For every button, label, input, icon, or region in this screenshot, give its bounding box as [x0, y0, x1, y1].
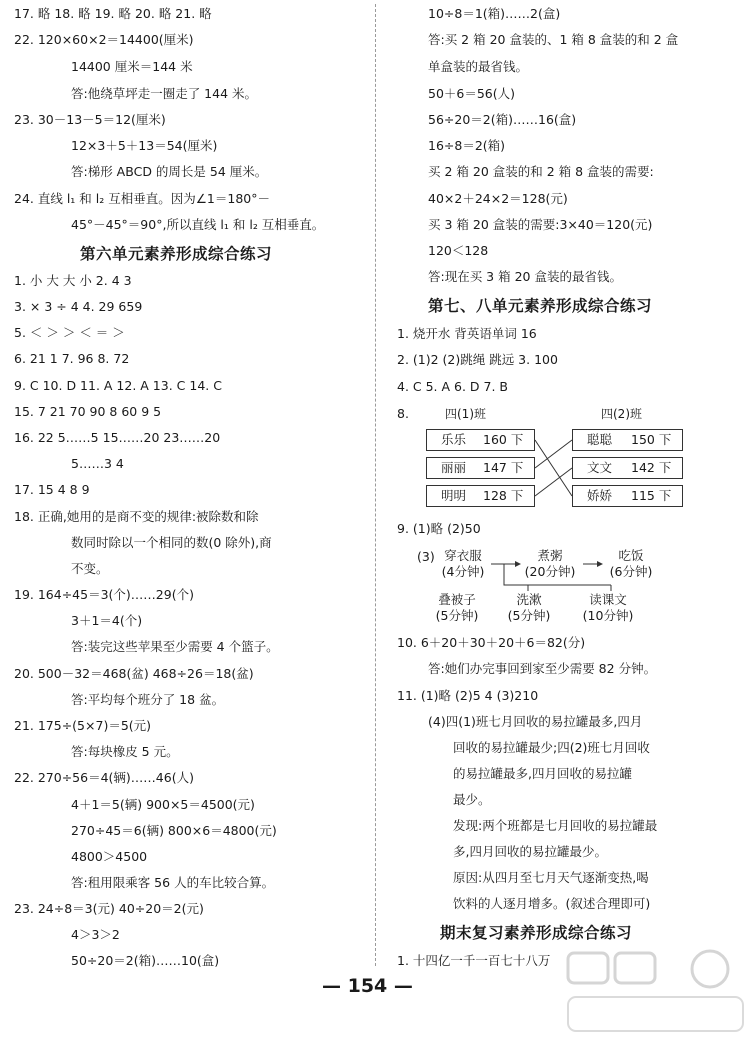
final-review-heading: 期末复习素养形成综合练习: [440, 924, 633, 942]
unit78-answer-2-3: 2. (1)2 (2)跳绳 跳远 3. 100: [397, 352, 558, 367]
site-watermark-icon: [560, 945, 750, 1040]
unit6-answer-22-line5: 答:租用限乘客 56 人的车比较合算。: [71, 875, 275, 890]
column-divider: [375, 4, 376, 966]
unit6-answer-23-line1: 23. 24÷8＝3(元) 40÷20＝2(元): [14, 901, 204, 916]
unit6-answer-16-line1: 16. 22 5……5 15……20 23……20: [14, 430, 221, 445]
flow-time: (5分钟): [435, 608, 479, 623]
flow-task: 煮粥: [537, 548, 563, 563]
flow-time: (6分钟): [609, 564, 653, 579]
cont-line8: 40×2＋24×2＝128(元): [428, 191, 568, 206]
flow-time: (5分钟): [507, 608, 551, 623]
class2-name: 聪聪: [587, 432, 613, 447]
unit78-answer-9: 9. (1)略 (2)50: [397, 521, 481, 536]
unit78-answer-11-line1: 11. (1)略 (2)5 4 (3)210: [397, 688, 539, 703]
unit78-answer-11-line7: 多,四月回收的易拉罐最少。: [453, 844, 607, 859]
page-number: — 154 —: [322, 975, 413, 997]
unit78-answer-10-line1: 10. 6＋20＋30＋20＋6＝82(分): [397, 635, 586, 650]
unit6-answer-17: 17. 15 4 8 9: [14, 482, 90, 497]
unit6-answer-16-line2: 5……3 4: [71, 456, 124, 471]
final-answer-1: 1. 十四亿一千一百七十八万: [397, 953, 551, 968]
cont-line2: 答:买 2 箱 20 盒装的、1 箱 8 盒装的和 2 盒: [428, 32, 679, 47]
unit6-answer-20-line1: 20. 500－32＝468(盆) 468÷26＝18(盆): [14, 666, 254, 681]
flow-task: 读课文: [589, 592, 627, 607]
unit6-answer-23-line3: 50÷20＝2(箱)……10(盒): [71, 953, 220, 968]
unit6-answer-23-line2: 4＞3＞2: [71, 927, 120, 942]
unit78-answer-11-line9: 饮料的人逐月增多。(叙述合理即可): [453, 896, 651, 911]
answer-17-21: 17. 略 18. 略 19. 略 20. 略 21. 略: [14, 6, 212, 21]
cont-line5: 56÷20＝2(箱)……16(盒): [428, 112, 577, 127]
flow-label: (3): [417, 549, 435, 564]
flow-time: (10分钟): [582, 608, 634, 623]
flow-arrows: [383, 0, 750, 640]
unit78-answer-11-line6: 发现:两个班都是七月回收的易拉罐最: [453, 818, 658, 833]
flow-step-read: [573, 592, 643, 624]
unit6-answer-1-2: 1. 小 大 大 小 2. 4 3: [14, 273, 132, 288]
cont-line4: 50＋6＝56(人): [428, 86, 516, 101]
class2-count: 150 下: [631, 432, 672, 447]
unit6-answer-22-line2: 4＋1＝5(辆) 900×5＝4500(元): [71, 797, 255, 812]
class1-title: 四(1)班: [445, 407, 486, 421]
class1-name: 乐乐: [441, 432, 467, 447]
unit6-answer-9-14: 9. C 10. D 11. A 12. A 13. C 14. C: [14, 378, 222, 393]
class2-count: 115 下: [631, 488, 672, 503]
answer-23-line3: 答:梯形 ABCD 的周长是 54 厘米。: [71, 164, 268, 179]
unit78-answer-8-label: 8.: [397, 406, 409, 421]
class1-count: 128 下: [483, 488, 524, 503]
unit6-answer-21-line2: 答:每块橡皮 5 元。: [71, 744, 179, 759]
class1-name: 明明: [441, 488, 467, 503]
flow-time: (4分钟): [441, 564, 485, 579]
unit6-answer-3-4: 3. × 3 ÷ 4 4. 29 659: [14, 299, 143, 314]
cont-line7: 买 2 箱 20 盒装的和 2 箱 8 盒装的需要:: [428, 164, 654, 179]
answer-22-line3: 答:他绕草坪走一圈走了 144 米。: [71, 86, 258, 101]
class1-count: 147 下: [483, 460, 524, 475]
answer-22-line1: 22. 120×60×2＝14400(厘米): [14, 32, 194, 47]
flow-task: 穿衣服: [444, 548, 482, 563]
flow-step-fold: [427, 592, 487, 624]
unit6-answer-19-line3: 答:装完这些苹果至少需要 4 个篮子。: [71, 639, 279, 654]
unit78-answer-11-line5: 最少。: [453, 792, 491, 807]
unit78-answer-11-line8: 原因:从四月至七月天气逐渐变热,喝: [453, 870, 649, 885]
answer-24-line1: 24. 直线 l₁ 和 l₂ 互相垂直。因为∠1＝180°－: [14, 191, 270, 206]
unit6-answer-18-line1: 18. 正确,她用的是商不变的规律:被除数和除: [14, 509, 259, 524]
unit6-answer-5: 5. ＜ ＞ ＞ ＜ ＝ ＞: [14, 325, 125, 340]
class2-name: 文文: [587, 460, 613, 475]
unit6-answer-6-8: 6. 21 1 7. 96 8. 72: [14, 351, 130, 366]
unit6-answer-18-line2: 数同时除以一个相同的数(0 除外),商: [71, 535, 272, 550]
class2-name: 娇娇: [587, 488, 613, 503]
unit6-answer-15: 15. 7 21 70 90 8 60 9 5: [14, 404, 162, 419]
flow-step-wash: [499, 592, 559, 624]
unit78-answer-11-line2: (4)四(1)班七月回收的易拉罐最多,四月: [428, 714, 643, 729]
unit78-heading: 第七、八单元素养形成综合练习: [428, 297, 653, 315]
answer-23-line2: 12×3＋5＋13＝54(厘米): [71, 138, 218, 153]
class2-count: 142 下: [631, 460, 672, 475]
answer-22-line2: 14400 厘米＝144 米: [71, 59, 193, 74]
unit78-answer-10-line2: 答:她们办完事回到家至少需要 82 分钟。: [428, 661, 657, 676]
unit6-answer-22-line4: 4800＞4500: [71, 849, 148, 864]
unit6-answer-22-line3: 270÷45＝6(辆) 800×6＝4800(元): [71, 823, 277, 838]
flow-task: 吃饭: [618, 548, 644, 563]
cont-line6: 16÷8＝2(箱): [428, 138, 506, 153]
unit6-answer-21-line1: 21. 175÷(5×7)＝5(元): [14, 718, 152, 733]
unit78-answer-4-7: 4. C 5. A 6. D 7. B: [397, 379, 508, 394]
flow-time: (20分钟): [524, 564, 576, 579]
unit6-answer-19-line2: 3＋1＝4(个): [71, 613, 143, 628]
cont-line10: 120＜128: [428, 243, 489, 258]
unit78-answer-11-line4: 的易拉罐最多,四月回收的易拉罐: [453, 766, 632, 781]
unit6-answer-19-line1: 19. 164÷45＝3(个)……29(个): [14, 587, 194, 602]
unit6-answer-20-line2: 答:平均每个班分了 18 盆。: [71, 692, 225, 707]
unit6-answer-22-line1: 22. 270÷56＝4(辆)……46(人): [14, 770, 194, 785]
flow-task: 洗漱: [516, 592, 542, 607]
cont-line1: 10÷8＝1(箱)……2(盒): [428, 6, 561, 21]
class1-name: 丽丽: [441, 460, 467, 475]
answer-24-line2: 45°－45°＝90°,所以直线 l₁ 和 l₂ 互相垂直。: [71, 217, 325, 232]
cont-line9: 买 3 箱 20 盒装的需要:3×40＝120(元): [428, 217, 653, 232]
unit78-answer-1: 1. 烧开水 背英语单词 16: [397, 326, 537, 341]
unit6-answer-18-line3: 不变。: [71, 561, 109, 576]
class1-count: 160 下: [483, 432, 524, 447]
class2-title: 四(2)班: [601, 407, 642, 421]
unit6-heading: 第六单元素养形成综合练习: [80, 245, 273, 263]
cont-line3: 单盒装的最省钱。: [428, 59, 529, 74]
cont-line11: 答:现在买 3 箱 20 盒装的最省钱。: [428, 269, 622, 284]
flow-task: 叠被子: [438, 592, 476, 607]
answer-23-line1: 23. 30－13－5＝12(厘米): [14, 112, 166, 127]
unit78-answer-11-line3: 回收的易拉罐最少;四(2)班七月回收: [453, 740, 650, 755]
